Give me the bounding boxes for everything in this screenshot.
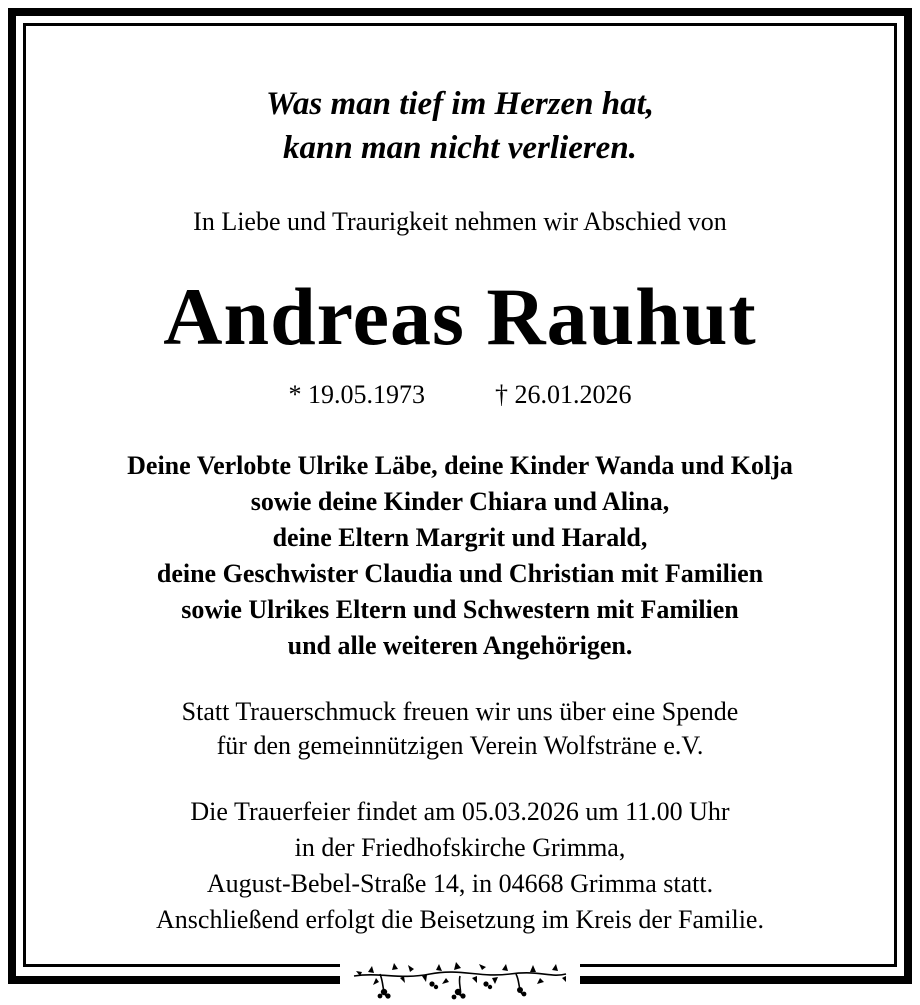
donation-line: Statt Trauerschmuck freuen wir uns über eine Spende <box>181 697 739 726</box>
mourners-line: sowie deine Kinder Chiara und Alina, <box>250 487 670 516</box>
motto <box>30 82 890 170</box>
death-date: † 26.01.2026 <box>495 380 632 409</box>
funeral-line: Die Trauerfeier findet am 05.03.2026 um 11.00 Uhr <box>190 797 730 826</box>
birth-date: * 19.05.1973 <box>288 380 425 409</box>
motto-line-1: Was man tief im Herzen hat, <box>265 86 655 122</box>
ivy-vine-icon <box>340 956 580 1000</box>
funeral-line: August-Bebel-Straße 14, in 04668 Grimma statt. <box>206 869 714 898</box>
mourners-line: sowie Ulrikes Eltern und Schwestern mit Familien <box>181 595 739 624</box>
motto-line-2: kann man nicht verlieren. <box>283 130 637 166</box>
mourners <box>30 448 890 664</box>
mourners-line: Deine Verlobte Ulrike Läbe, deine Kinder Wanda und Kolja <box>127 451 793 480</box>
ivy-vine-svg <box>340 956 580 1000</box>
funeral-line: in der Friedhofskirche Grimma, <box>294 833 626 862</box>
donation-note <box>30 695 890 763</box>
mourners-line: deine Geschwister Claudia und Christian mit Familien <box>156 559 764 588</box>
intro-text: In Liebe und Traurigkeit nehmen wir Abschied von <box>193 207 727 236</box>
donation-line: für den gemeinnützigen Verein Wolfsträne e.V. <box>216 731 704 760</box>
life-dates <box>30 378 890 412</box>
funeral-line: Anschließend erfolgt die Beisetzung im Kreis der Familie. <box>156 905 764 934</box>
mourners-line: und alle weiteren Angehörigen. <box>287 631 633 660</box>
deceased-name: Andreas Rauhut <box>163 271 757 362</box>
funeral-details <box>30 794 890 938</box>
mourners-line: deine Eltern Margrit und Harald, <box>272 523 648 552</box>
